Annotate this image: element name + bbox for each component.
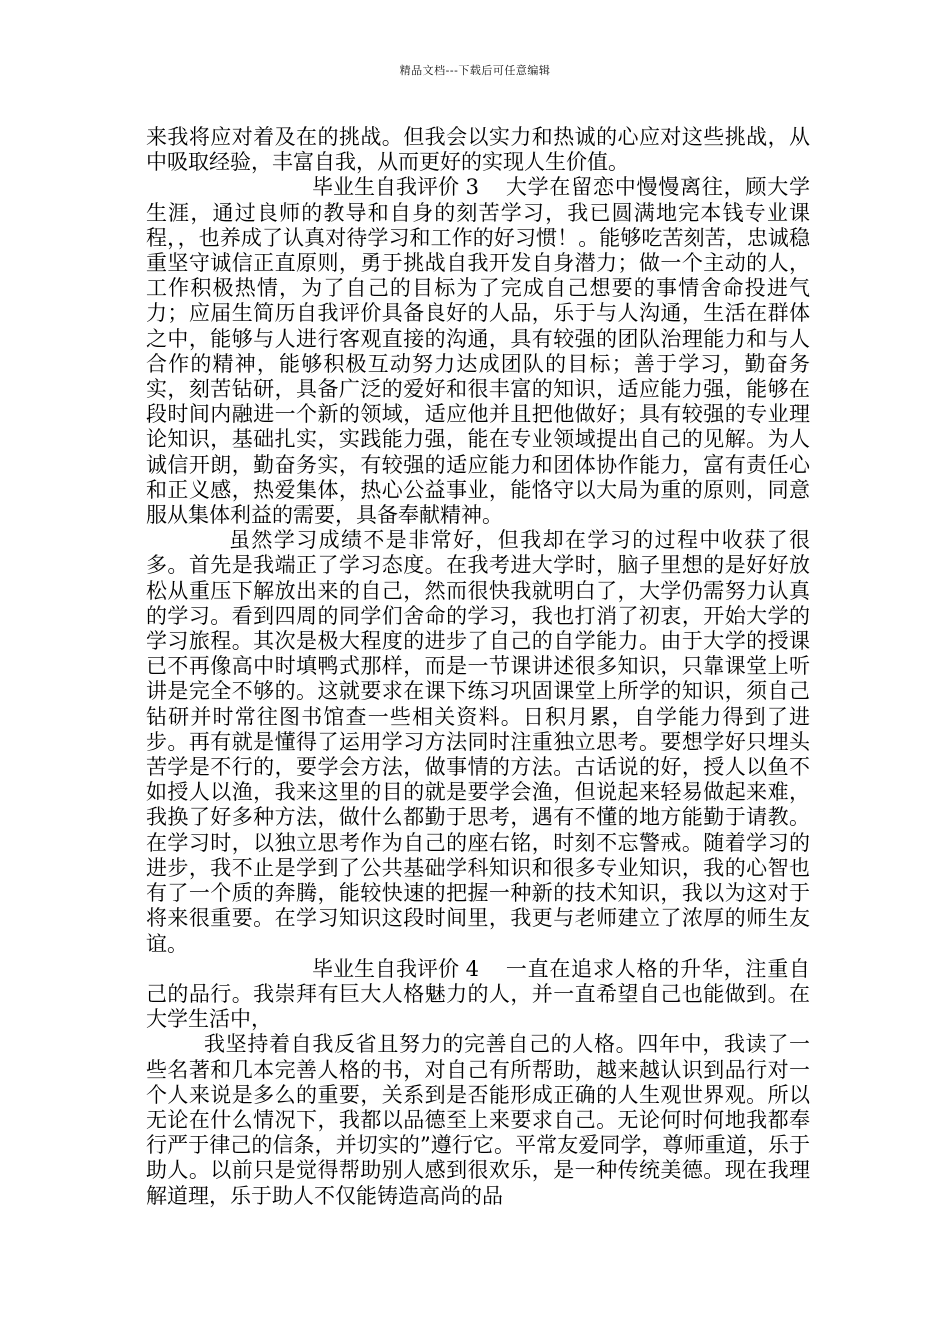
paragraph-2 [146,175,810,528]
paragraph-3: 虽然学习成绩不是非常好，但我却在学习的过程中收获了很多。首先是我端正了学习态度。在我考进大学时，脑子里想的是好好放松从重压下解放出来的自己，然而很快我就明白了，大学仍需努力认真的学习。看到四周的同学们舍命的学习，我也打消了初衷，开始大学的学习旅程。其次是极大程度的进步了自己的自学能力。由于大学的授课已不再像高中时填鸭式那样，而是一节课讲述很多知识，只靠课堂上听讲是完全不够的。这就要求在课下练习巩固课堂上所学的知识，须自己钻研并时常往图书馆查一些相关资料。日积月累，自学能力得到了进步。再有就是懂得了运用学习方法同时注重独立思考。要想学好只埋头苦学是不行的，要学会方法，做事情的方法。古话说的好，授人以鱼不如授人以渔，我来这里的目的就是要学会渔，但说起来轻易做起来难，我换了好多种方法，做什么都勤于思考，遇有不懂的地方能勤于请教。在学习时，以独立思考作为自己的座右铭，时刻不忘警戒。随着学习的进步，我不止是学到了公共基础学科知识和很多专业知识，我的心智也有了一个质的奔腾，能较快速的把握一种新的技术知识，我以为这对于将来很重要。在学习知识这段时间里，我更与老师建立了浓厚的师生友谊。 [146,528,810,956]
paragraph-2-text: 大学在留恋中慢慢离往，顾大学生涯，通过良师的教导和自身的刻苦学习，我已圆满地完本钱专业课程，，也养成了认真对待学习和工作的好习惯！。能够吃苦刻苦，忠诚稳重坚守诚信正直原则，勇于挑战自我开发自身潜力；做一个主动的人，工作积极热情，为了自己的目标为了完成自己想要的事情舍命投进气力；应届生简历自我评价具备良好的人品，乐于与人沟通，生活在群体之中，能够与人进行客观直接的沟通，具有较强的团队治理能力和与人合作的精神，能够积极互动努力达成团队的目标；善于学习，勤奋务实，刻苦钻研，具备广泛的爱好和很丰富的知识，适应能力强，能够在段时间内融进一个新的领域，适应他并且把他做好；具有较强的专业理论知识，基础扎实，实践能力强，能在专业领域提出自己的见解。为人诚信开朗，勤奋务实，有较强的适应能力和团体协作能力，富有责任心和正义感，热爱集体，热心公益事业，能恪守以大局为重的原则，同意服从集体利益的需要，具备奉献精神。 [146,175,810,528]
paragraph-1: 来我将应对着及在的挑战。但我会以实力和热诚的心应对这些挑战，从中吸取经验，丰富自我，从而更好的实现人生价值。 [146,125,810,175]
page-header: 精品文档---下载后可任意编辑 [399,64,551,77]
section-label-3: 毕业生自我评价 3 [312,175,480,200]
paragraph-4-text: 一直在追求人格的升华，注重自己的品行。我崇拜有巨大人格魅力的人，并一直希望自己也能做到。在大学生活中， [146,956,810,1032]
section-label-4: 毕业生自我评价 4 [312,956,480,981]
paragraph-5: 我坚持着自我反省且努力的完善自己的人格。四年中，我读了一些名著和几本完善人格的书，对自己有所帮助，越来越认识到品行对一个人来说是多么的重要，关系到是否能形成正确的人生观世界观。所以无论在什么情况下，我都以品德至上来要求自己。无论何时何地我都奉行严于律己的信条，并切实的”遵行它。平常友爱同学，尊师重道，乐于助人。以前只是觉得帮助别人感到很欢乐，是一种传统美德。现在我理解道理，乐于助人不仅能铸造高尚的品 [146,1032,810,1208]
document-body [146,125,810,1209]
paragraph-4 [146,957,810,1033]
